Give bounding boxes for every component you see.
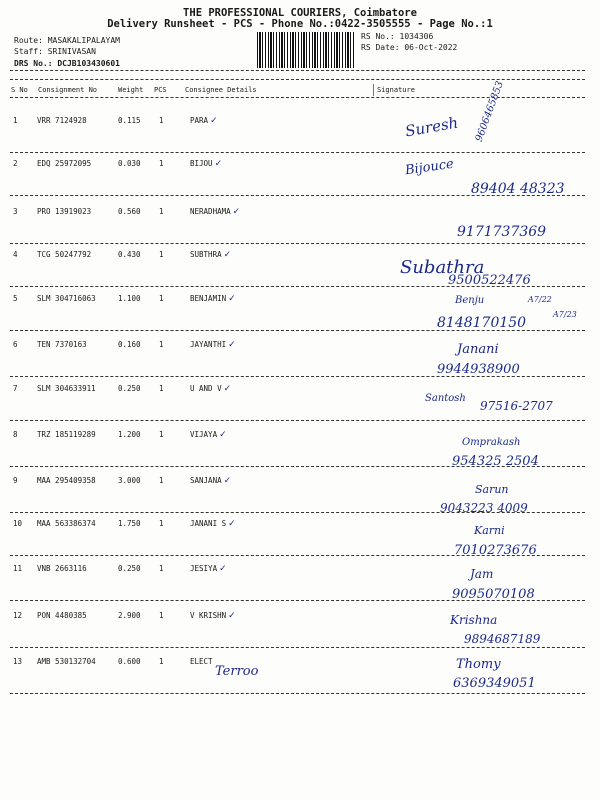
handwritten-signature: Thomy	[456, 657, 501, 672]
pieces: 1	[159, 611, 164, 620]
handwritten-phone: 9171737369	[457, 224, 547, 240]
table-row	[0, 340, 600, 354]
serial-number: 8	[13, 430, 18, 439]
handwritten-signature: Jam	[470, 567, 494, 581]
handwritten-phone: 89404 48323	[471, 181, 565, 197]
row-separator	[10, 420, 585, 421]
consignee-name	[190, 564, 227, 574]
rs-no-line	[361, 32, 433, 41]
consignee-text: PARA	[190, 116, 209, 125]
serial-number: 2	[13, 159, 18, 168]
drs-value: DCJB103430601	[57, 59, 120, 68]
handwritten-phone: 8148170150	[437, 315, 527, 331]
weight: 0.250	[118, 564, 141, 573]
handwritten-signature: Janani	[457, 342, 499, 357]
weight: 1.200	[118, 430, 141, 439]
consignment-number: MAA 295409358	[37, 476, 96, 485]
table-row	[0, 476, 600, 490]
table-row	[0, 611, 600, 625]
handwritten-signature: Suresh	[403, 113, 460, 141]
serial-number: 6	[13, 340, 18, 349]
weight: 3.000	[118, 476, 141, 485]
rs-no-value: 1034306	[399, 32, 434, 41]
pieces: 1	[159, 384, 164, 393]
weight: 0.115	[118, 116, 141, 125]
handwritten-phone: 9043223 4009	[440, 501, 528, 515]
handwritten-signature: Sarun	[475, 483, 509, 496]
table-row	[0, 564, 600, 578]
handwritten-phone: 6369349051	[453, 676, 536, 691]
consignee-text: U AND V	[190, 384, 222, 393]
consignee-name	[190, 519, 236, 529]
consignee-text: JANANI S	[190, 519, 227, 528]
handwritten-signature: Omprakash	[462, 437, 521, 448]
serial-number: 9	[13, 476, 18, 485]
pieces: 1	[159, 519, 164, 528]
consignee-text: V KRISHN	[190, 611, 227, 620]
consignment-number: AMB 530132704	[37, 657, 96, 666]
check-mark-icon: ✓	[223, 476, 232, 486]
consignment-number: TCG 50247792	[37, 250, 92, 259]
weight: 0.430	[118, 250, 141, 259]
consignment-number: SLM 304633911	[37, 384, 96, 393]
pieces: 1	[159, 340, 164, 349]
consignee-text: BIJOU	[190, 159, 213, 168]
consignment-number: VNB 2663116	[37, 564, 87, 573]
serial-number: 3	[13, 207, 18, 216]
col-pcs: PCS	[154, 86, 167, 94]
weight: 0.250	[118, 384, 141, 393]
check-mark-icon: ✓	[210, 116, 218, 126]
consignee-text: ELECT	[190, 657, 213, 666]
table-row	[0, 657, 600, 671]
consignee-name	[190, 384, 231, 394]
serial-number: 5	[13, 294, 18, 303]
serial-number: 12	[13, 611, 23, 620]
handwritten-phone: 9606465853	[473, 79, 506, 144]
table-row	[0, 384, 600, 398]
handwritten-signature: Karni	[474, 524, 505, 537]
rs-no-label: RS No.:	[361, 32, 395, 41]
row-separator	[10, 647, 585, 648]
handwritten-note: Terroo	[215, 664, 259, 679]
handwritten-phone: 9500522476	[448, 273, 531, 288]
drs-line	[14, 59, 120, 68]
consignment-number: SLM 304716063	[37, 294, 96, 303]
pieces: 1	[159, 564, 164, 573]
check-mark-icon: ✓	[219, 430, 227, 440]
consignee-name	[190, 250, 231, 260]
consignment-number: TRZ 185119289	[37, 430, 96, 439]
serial-number: 7	[13, 384, 18, 393]
col-signature: Signature	[377, 86, 415, 94]
handwritten-note: A7/22	[528, 295, 552, 304]
pieces: 1	[159, 294, 164, 303]
consignee-text: NERADHAMA	[190, 207, 231, 216]
table-row	[0, 250, 600, 264]
col-consignment: Consignment No	[38, 86, 98, 94]
consignee-name	[190, 294, 236, 304]
rs-date-value: 06-Oct-2022	[404, 43, 458, 52]
barcode	[257, 32, 355, 68]
consignee-text: JESIYA	[190, 564, 218, 573]
route-line	[14, 36, 120, 45]
serial-number: 11	[13, 564, 23, 573]
weight: 1.750	[118, 519, 141, 528]
row-separator	[10, 693, 585, 694]
pieces: 1	[159, 430, 164, 439]
staff-value: SRINIVASAN	[47, 47, 96, 56]
weight: 0.160	[118, 340, 141, 349]
check-mark-icon: ✓	[223, 384, 232, 394]
serial-number: 4	[13, 250, 18, 259]
row-separator	[10, 152, 585, 153]
handwritten-signature: Bijouce	[404, 156, 455, 179]
column-divider	[373, 84, 374, 96]
consignee-text: JAYANTHI	[190, 340, 227, 349]
consignment-number: MAA 563386374	[37, 519, 96, 528]
table-row	[0, 159, 600, 173]
table-row	[0, 207, 600, 221]
col-weight: Weight	[118, 86, 144, 94]
weight: 0.560	[118, 207, 141, 216]
handwritten-phone: 9095070108	[452, 587, 535, 602]
serial-number: 10	[13, 519, 23, 528]
drs-label: DRS No.:	[14, 59, 53, 68]
col-sno: S No	[11, 86, 28, 94]
company-title: THE PROFESSIONAL COURIERS, Coimbatore	[183, 7, 417, 19]
pieces: 1	[159, 116, 164, 125]
consignee-name	[190, 159, 222, 169]
pieces: 1	[159, 476, 164, 485]
handwritten-signature: Benju	[455, 295, 485, 306]
check-mark-icon: ✓	[219, 564, 227, 574]
consignment-number: PON 4480385	[37, 611, 87, 620]
consignee-text: BENJAMIN	[190, 294, 227, 303]
handwritten-phone: 9944938900	[437, 362, 520, 377]
col-consignee: Consignee Details	[185, 86, 257, 94]
weight: 2.900	[118, 611, 141, 620]
row-separator	[10, 243, 585, 244]
consignee-text: VIJAYA	[190, 430, 218, 439]
check-mark-icon: ✓	[228, 340, 236, 350]
consignee-name	[190, 657, 213, 666]
check-mark-icon: ✓	[228, 611, 236, 621]
table-row	[0, 519, 600, 533]
staff-label: Staff:	[14, 47, 43, 56]
weight: 0.600	[118, 657, 141, 666]
pieces: 1	[159, 250, 164, 259]
pieces: 1	[159, 657, 164, 666]
consignment-number: TEN 7370163	[37, 340, 87, 349]
check-mark-icon: ✓	[223, 250, 232, 260]
header-rule	[10, 79, 585, 80]
consignee-name	[190, 116, 218, 126]
header-rule	[10, 70, 585, 71]
table-row	[0, 294, 600, 308]
handwritten-signature: Subathra	[400, 257, 485, 278]
handwritten-phone: 7010273676	[454, 543, 537, 558]
serial-number: 1	[13, 116, 18, 125]
runsheet-subtitle: Delivery Runsheet - PCS - Phone No.:0422-3505555 - Page No.:1	[107, 18, 493, 30]
consignment-number: PRO 13919023	[37, 207, 92, 216]
consignee-name	[190, 207, 240, 217]
consignee-name	[190, 611, 236, 621]
consignee-name	[190, 340, 236, 350]
check-mark-icon: ✓	[228, 519, 236, 529]
pieces: 1	[159, 207, 164, 216]
consignee-text: SANJANA	[190, 476, 222, 485]
pieces: 1	[159, 159, 164, 168]
consignee-name	[190, 430, 227, 440]
check-mark-icon: ✓	[232, 207, 241, 217]
route-value: MASAKALIPALAYAM	[47, 36, 120, 45]
handwritten-phone: 954325 2504	[452, 454, 539, 469]
table-row	[0, 116, 600, 130]
rs-date-label: RS Date:	[361, 43, 400, 52]
handwritten-phone: 9894687189	[464, 632, 541, 646]
handwritten-note: A7/23	[553, 310, 577, 319]
check-mark-icon: ✓	[214, 159, 223, 169]
handwritten-signature: Santosh	[425, 393, 466, 404]
check-mark-icon: ✓	[228, 294, 236, 304]
route-label: Route:	[14, 36, 43, 45]
weight: 1.100	[118, 294, 141, 303]
handwritten-signature: Krishna	[450, 613, 498, 627]
rs-date-line	[361, 43, 457, 52]
consignee-text: SUBTHRA	[190, 250, 222, 259]
staff-line	[14, 47, 96, 56]
consignment-number: EDQ 25972095	[37, 159, 92, 168]
consignment-number: VRR 7124928	[37, 116, 87, 125]
serial-number: 13	[13, 657, 23, 666]
handwritten-phone: 97516-2707	[480, 399, 553, 413]
consignee-name	[190, 476, 231, 486]
weight: 0.030	[118, 159, 141, 168]
